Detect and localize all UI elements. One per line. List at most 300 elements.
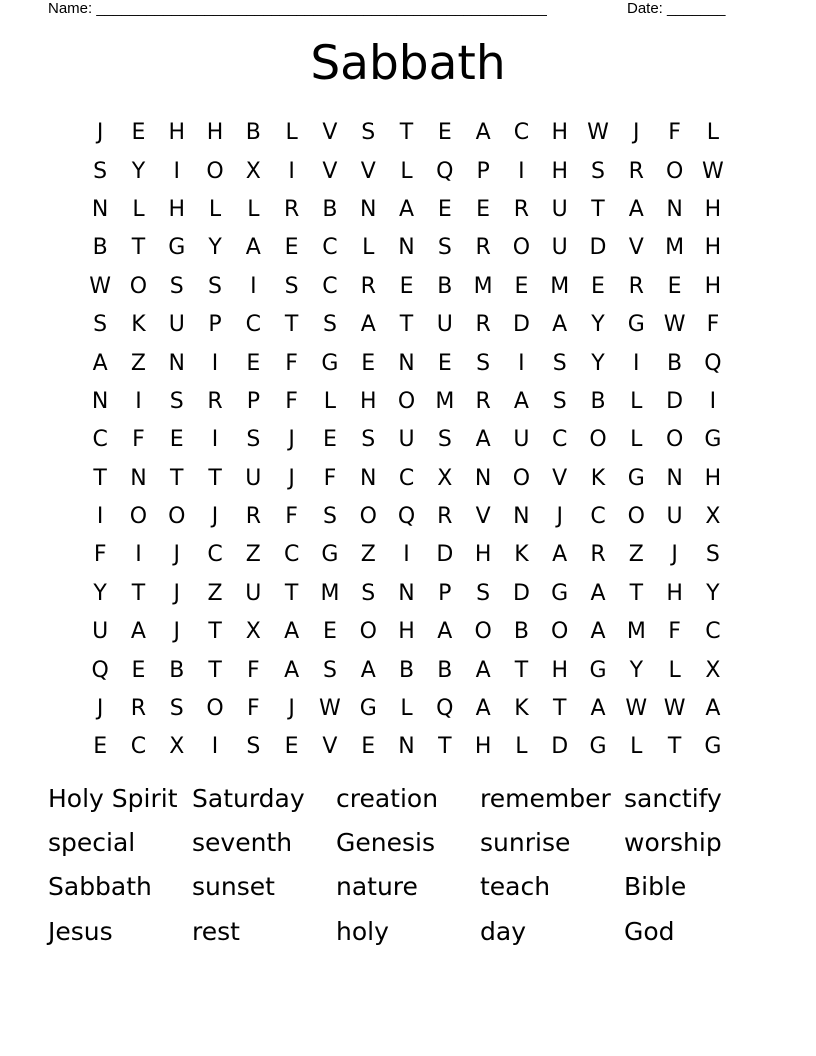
grid-letter: A	[437, 619, 453, 645]
grid-letter: O	[589, 427, 607, 453]
grid-letter: H	[666, 580, 683, 606]
grid-row	[81, 575, 733, 613]
grid-letter: X	[169, 734, 185, 760]
grid-letter: B	[437, 657, 453, 683]
grid-letter: K	[131, 312, 146, 338]
grid-row	[81, 268, 733, 306]
grid-letter: I	[135, 542, 142, 568]
word-bank-item: sunrise	[480, 827, 571, 857]
date-line: Date: _______	[627, 0, 726, 17]
grid-letter: V	[322, 120, 338, 146]
grid-letter: N	[398, 580, 415, 606]
grid-letter: J	[556, 504, 563, 530]
grid-letter: G	[589, 734, 607, 760]
grid-letter: T	[399, 120, 414, 146]
grid-letter: M	[665, 235, 685, 261]
grid-letter: W	[702, 158, 724, 184]
word-row	[48, 820, 788, 864]
grid-letter: O	[551, 619, 569, 645]
grid-letter: C	[552, 427, 568, 453]
grid-letter: R	[590, 542, 606, 568]
grid-letter: L	[400, 158, 413, 184]
grid-letter: B	[169, 657, 185, 683]
grid-letter: A	[590, 580, 606, 606]
grid-letter: S	[552, 350, 567, 376]
grid-letter: A	[475, 427, 491, 453]
grid-letter: A	[360, 657, 376, 683]
letter-grid	[81, 114, 733, 767]
grid-letter: X	[245, 619, 261, 645]
grid-letter: O	[665, 427, 684, 453]
grid-letter: E	[514, 273, 529, 299]
grid-letter: U	[398, 427, 415, 453]
grid-letter: I	[96, 504, 104, 530]
grid-letter: T	[629, 580, 644, 606]
grid-letter: F	[132, 427, 145, 453]
grid-letter: R	[283, 196, 300, 222]
grid-letter: G	[704, 734, 722, 760]
grid-letter: H	[704, 465, 722, 491]
grid-letter: A	[590, 696, 606, 722]
word-bank-item: seventh	[192, 827, 293, 857]
grid-letter: N	[91, 388, 109, 414]
grid-letter: A	[245, 235, 261, 261]
grid-row	[81, 421, 733, 459]
grid-letter: I	[173, 158, 180, 184]
grid-letter: R	[628, 158, 644, 184]
page-title: Sabbath	[310, 36, 506, 91]
grid-letter: V	[552, 465, 568, 491]
grid-letter: G	[627, 312, 645, 338]
grid-letter: T	[667, 734, 682, 760]
grid-letter: E	[437, 196, 452, 222]
grid-letter: Q	[436, 158, 454, 184]
grid-letter: S	[705, 542, 720, 568]
grid-letter: I	[633, 350, 640, 376]
grid-letter: S	[361, 120, 376, 146]
grid-letter: E	[246, 350, 261, 376]
grid-letter: Y	[208, 235, 222, 261]
grid-letter: A	[590, 619, 606, 645]
grid-letter: B	[590, 388, 606, 414]
grid-letter: Z	[130, 350, 146, 376]
name-line: Name: ______________________________________________________	[48, 0, 547, 17]
grid-letter: L	[323, 388, 337, 414]
grid-letter: T	[591, 196, 605, 222]
grid-letter: I	[135, 388, 142, 414]
grid-letter: H	[551, 120, 568, 146]
grid-letter: V	[322, 734, 338, 760]
grid-letter: S	[361, 427, 376, 453]
grid-letter: E	[322, 427, 337, 453]
grid-letter: S	[322, 504, 337, 530]
grid-letter: J	[173, 619, 180, 645]
grid-row	[81, 536, 733, 574]
grid-letter: N	[91, 196, 109, 222]
grid-letter: E	[591, 273, 605, 299]
grid-letter: H	[474, 734, 492, 760]
word-bank-item: nature	[336, 872, 418, 902]
grid-letter: H	[704, 196, 722, 222]
grid-letter: G	[551, 580, 569, 606]
grid-letter: U	[551, 235, 568, 261]
grid-letter: E	[437, 350, 452, 376]
grid-letter: B	[513, 619, 529, 645]
grid-letter: G	[321, 542, 339, 568]
grid-letter: T	[208, 465, 222, 491]
grid-letter: T	[284, 580, 299, 606]
grid-row	[81, 613, 733, 651]
grid-letter: T	[208, 657, 222, 683]
grid-letter: S	[169, 273, 184, 299]
grid-row	[81, 728, 733, 766]
grid-letter: G	[589, 657, 607, 683]
grid-letter: M	[320, 580, 340, 606]
grid-letter: I	[709, 388, 717, 414]
grid-letter: L	[400, 696, 413, 722]
grid-letter: R	[207, 388, 223, 414]
grid-letter: U	[245, 580, 262, 606]
grid-letter: O	[359, 619, 377, 645]
grid-letter: V	[360, 158, 376, 184]
grid-letter: O	[397, 388, 416, 414]
grid-letter: U	[92, 619, 109, 645]
word-row	[48, 776, 788, 820]
grid-row	[81, 344, 733, 382]
grid-letter: T	[131, 235, 146, 261]
grid-letter: A	[475, 657, 491, 683]
grid-letter: J	[633, 120, 640, 146]
grid-row	[81, 306, 733, 344]
grid-row	[81, 651, 733, 689]
grid-letter: Y	[706, 580, 720, 606]
grid-letter: W	[89, 273, 112, 299]
grid-letter: C	[705, 619, 721, 645]
grid-letter: L	[247, 196, 260, 222]
grid-letter: D	[551, 734, 569, 760]
grid-letter: B	[667, 350, 683, 376]
grid-letter: O	[168, 504, 186, 530]
word-bank-item: creation	[336, 783, 439, 813]
grid-letter: W	[625, 696, 648, 722]
grid-letter: L	[362, 235, 375, 261]
grid-letter: A	[705, 696, 721, 722]
grid-letter: Z	[207, 580, 223, 606]
grid-letter: S	[284, 273, 299, 299]
grid-letter: V	[322, 158, 338, 184]
grid-row	[81, 114, 733, 152]
grid-letter: L	[630, 734, 643, 760]
grid-letter: J	[288, 427, 295, 453]
grid-letter: T	[170, 465, 184, 491]
grid-letter: X	[245, 158, 261, 184]
grid-letter: A	[130, 619, 146, 645]
grid-letter: B	[245, 120, 261, 146]
grid-letter: G	[704, 427, 722, 453]
grid-letter: H	[551, 158, 568, 184]
grid-row	[81, 191, 733, 229]
word-row	[48, 865, 788, 909]
grid-letter: M	[473, 273, 493, 299]
grid-letter: L	[132, 196, 145, 222]
grid-letter: M	[550, 273, 570, 299]
grid-letter: O	[512, 465, 531, 491]
grid-letter: C	[590, 504, 606, 530]
grid-letter: J	[288, 465, 295, 491]
word-bank-item: special	[48, 827, 136, 857]
grid-letter: U	[245, 465, 262, 491]
grid-letter: E	[131, 120, 146, 146]
word-row	[48, 909, 788, 953]
grid-letter: R	[245, 504, 261, 530]
grid-letter: O	[665, 158, 684, 184]
grid-letter: P	[246, 388, 260, 414]
grid-letter: W	[587, 120, 609, 146]
grid-letter: K	[514, 542, 529, 568]
grid-letter: A	[513, 388, 529, 414]
grid-letter: U	[666, 504, 683, 530]
grid-letter: E	[361, 350, 376, 376]
grid-letter: Y	[591, 350, 605, 376]
grid-letter: U	[513, 427, 530, 453]
grid-letter: A	[398, 196, 415, 222]
grid-letter: U	[168, 312, 185, 338]
grid-letter: X	[705, 657, 721, 683]
grid-letter: E	[476, 196, 491, 222]
word-bank-item: rest	[192, 916, 240, 946]
grid-letter: U	[436, 312, 453, 338]
grid-letter: D	[512, 312, 530, 338]
grid-letter: C	[283, 542, 300, 568]
grid-letter: C	[92, 427, 108, 453]
grid-letter: T	[284, 312, 299, 338]
grid-letter: R	[360, 273, 376, 299]
grid-letter: Q	[91, 657, 109, 683]
grid-letter: L	[515, 734, 528, 760]
word-bank-item: Bible	[624, 872, 687, 902]
grid-row	[81, 460, 733, 498]
word-bank-item: teach	[480, 872, 551, 902]
grid-letter: J	[211, 504, 219, 530]
grid-letter: O	[129, 273, 148, 299]
grid-letter: S	[322, 312, 337, 338]
grid-letter: E	[399, 273, 414, 299]
grid-letter: N	[398, 235, 415, 261]
grid-letter: T	[208, 619, 222, 645]
grid-letter: P	[208, 312, 222, 338]
word-bank-item: Holy Spirit	[48, 783, 178, 813]
grid-letter: N	[359, 196, 377, 222]
word-bank	[48, 776, 788, 953]
grid-letter: J	[96, 696, 104, 722]
grid-letter: N	[513, 504, 530, 530]
grid-letter: O	[359, 504, 377, 530]
grid-letter: G	[321, 350, 339, 376]
grid-letter: D	[666, 388, 684, 414]
word-bank-item: day	[480, 916, 526, 946]
grid-letter: H	[551, 657, 568, 683]
grid-letter: Q	[704, 350, 722, 376]
grid-letter: C	[130, 734, 147, 760]
grid-letter: F	[285, 350, 298, 376]
grid-letter: C	[398, 465, 415, 491]
grid-letter: S	[437, 235, 452, 261]
grid-row	[81, 690, 733, 728]
grid-letter: R	[628, 273, 644, 299]
header	[48, 0, 748, 20]
grid-letter: N	[398, 734, 415, 760]
grid-letter: S	[476, 580, 491, 606]
grid-letter: L	[630, 388, 643, 414]
grid-letter: A	[552, 312, 568, 338]
grid-letter: V	[628, 235, 644, 261]
grid-letter: S	[208, 273, 223, 299]
grid-letter: Q	[397, 504, 416, 530]
grid-letter: R	[513, 196, 530, 222]
grid-letter: N	[130, 465, 147, 491]
word-bank-item: Jesus	[48, 916, 113, 946]
grid-letter: X	[437, 465, 453, 491]
grid-letter: S	[476, 350, 491, 376]
grid-letter: E	[93, 734, 108, 760]
grid-letter: F	[668, 619, 681, 645]
grid-letter: S	[93, 158, 108, 184]
grid-letter: L	[706, 120, 720, 146]
grid-letter: U	[551, 196, 568, 222]
grid-letter: B	[398, 657, 415, 683]
word-bank-item: Saturday	[192, 783, 305, 813]
grid-letter: A	[475, 696, 491, 722]
word-bank-item: sanctify	[624, 783, 722, 813]
grid-letter: M	[435, 388, 455, 414]
grid-letter: H	[168, 196, 186, 222]
grid-letter: E	[284, 235, 299, 261]
grid-letter: P	[438, 580, 452, 606]
grid-letter: S	[361, 580, 376, 606]
grid-letter: Q	[436, 696, 454, 722]
grid-letter: I	[250, 273, 257, 299]
word-bank-item: holy	[336, 916, 389, 946]
grid-letter: S	[169, 696, 184, 722]
grid-letter: I	[518, 350, 525, 376]
grid-letter: A	[628, 196, 644, 222]
grid-letter: Z	[360, 542, 376, 568]
grid-row	[81, 152, 733, 190]
grid-letter: A	[92, 350, 108, 376]
grid-letter: F	[247, 657, 260, 683]
word-bank-item: remember	[480, 783, 611, 813]
grid-letter: B	[322, 196, 338, 222]
grid-letter: F	[285, 388, 298, 414]
grid-letter: K	[514, 696, 529, 722]
grid-letter: H	[474, 542, 492, 568]
grid-letter: T	[93, 465, 107, 491]
grid-letter: G	[359, 696, 377, 722]
grid-letter: A	[475, 120, 491, 146]
grid-letter: T	[438, 734, 452, 760]
grid-letter: Y	[629, 657, 644, 683]
grid-letter: S	[93, 312, 108, 338]
word-bank-item: Sabbath	[48, 872, 152, 902]
grid-row	[81, 498, 733, 536]
grid-letter: I	[211, 427, 219, 453]
word-bank-item: Genesis	[336, 827, 435, 857]
grid-letter: K	[590, 465, 606, 491]
grid-letter: E	[437, 120, 452, 146]
grid-letter: P	[476, 158, 490, 184]
grid-letter: H	[704, 273, 722, 299]
grid-letter: H	[359, 388, 377, 414]
grid-letter: C	[513, 120, 530, 146]
grid-letter: F	[323, 465, 337, 491]
grid-letter: D	[512, 580, 530, 606]
grid-letter: F	[668, 120, 681, 146]
grid-letter: S	[437, 427, 452, 453]
grid-letter: T	[131, 580, 146, 606]
grid-letter: G	[627, 465, 645, 491]
grid-letter: J	[671, 542, 678, 568]
grid-letter: Z	[628, 542, 644, 568]
grid-letter: R	[475, 312, 491, 338]
grid-letter: O	[129, 504, 148, 530]
grid-row	[81, 229, 733, 267]
grid-letter: L	[285, 120, 298, 146]
grid-letter: N	[666, 465, 683, 491]
grid-letter: E	[361, 734, 376, 760]
grid-letter: I	[211, 734, 219, 760]
grid-letter: J	[96, 120, 104, 146]
grid-letter: Y	[93, 580, 107, 606]
grid-letter: Y	[131, 158, 146, 184]
grid-letter: L	[208, 196, 222, 222]
grid-letter: T	[552, 696, 567, 722]
grid-letter: J	[173, 580, 180, 606]
grid-letter: C	[207, 542, 223, 568]
grid-letter: S	[591, 158, 605, 184]
grid-letter: M	[626, 619, 646, 645]
grid-letter: C	[322, 235, 338, 261]
word-bank-item: worship	[624, 827, 722, 857]
grid-letter: N	[168, 350, 185, 376]
grid-letter: H	[168, 120, 186, 146]
grid-letter: A	[284, 619, 300, 645]
grid-letter: L	[630, 427, 643, 453]
grid-letter: W	[319, 696, 341, 722]
grid-letter: R	[130, 696, 147, 722]
grid-letter: W	[663, 312, 686, 338]
grid-letter: S	[246, 734, 261, 760]
grid-letter: A	[360, 312, 376, 338]
word-bank-item: sunset	[192, 872, 275, 902]
grid-letter: C	[322, 273, 338, 299]
grid-letter: O	[474, 619, 492, 645]
grid-letter: J	[288, 696, 295, 722]
grid-row	[81, 383, 733, 421]
grid-letter: O	[627, 504, 645, 530]
grid-letter: T	[514, 657, 529, 683]
grid-letter: H	[206, 120, 224, 146]
grid-letter: A	[552, 542, 568, 568]
grid-letter: R	[475, 388, 491, 414]
grid-letter: J	[173, 542, 180, 568]
grid-letter: C	[245, 312, 262, 338]
grid-letter: O	[206, 696, 224, 722]
grid-letter: S	[552, 388, 567, 414]
grid-letter: D	[589, 235, 607, 261]
grid-letter: N	[666, 196, 683, 222]
grid-letter: Y	[591, 312, 605, 338]
grid-letter: L	[668, 657, 681, 683]
